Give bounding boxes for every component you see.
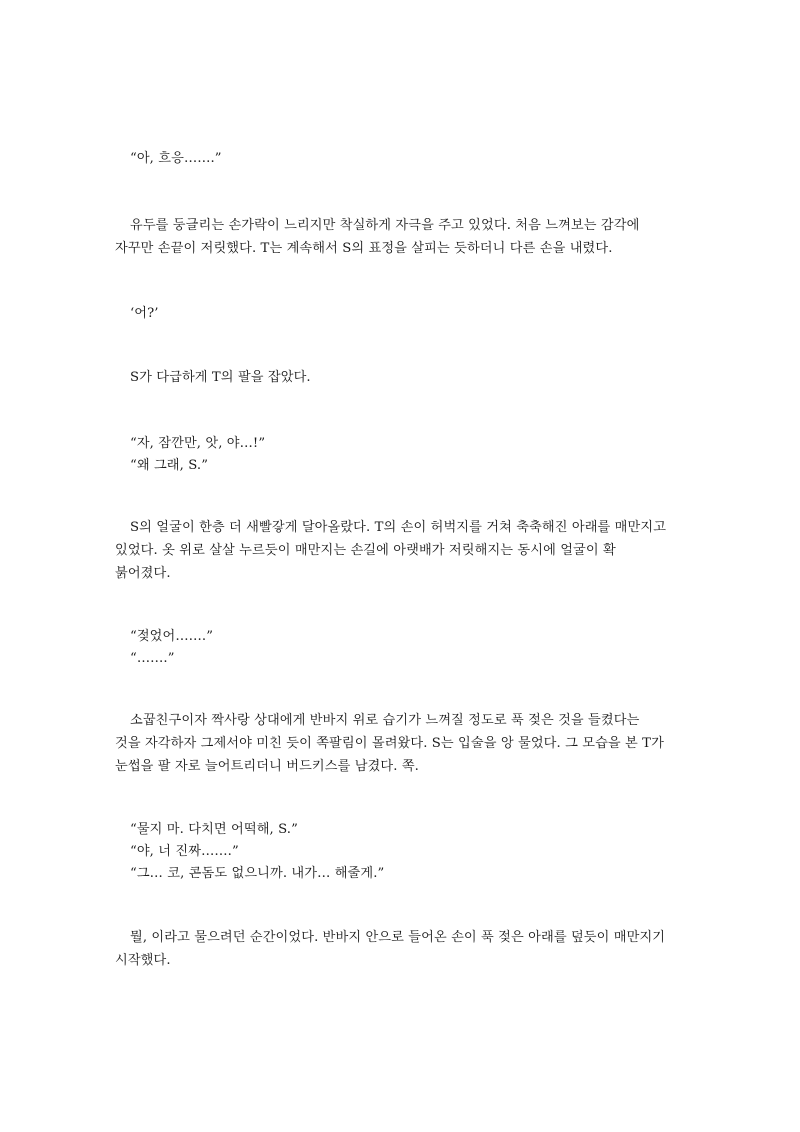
paragraph-line: S의 얼굴이 한층 더 새빨갛게 달아올랐다. T의 손이 허벅지를 거쳐 축축해진 아래를 매만지고 xyxy=(130,520,667,535)
dialogue-line: “야, 너 진짜…….” xyxy=(130,844,239,859)
paragraph-line: S가 다급하게 T의 팔을 잡았다. xyxy=(130,370,311,385)
paragraph-line: 붉어졌다. xyxy=(115,566,171,581)
dialogue-line: “…….” xyxy=(130,651,175,666)
dialogue-line: “물지 마. 다치면 어떡해, S.” xyxy=(130,822,298,837)
paragraph-line: 유두를 둥글리는 손가락이 느리지만 착실하게 자극을 주고 있었다. 처음 느껴보는 감각에 xyxy=(130,218,640,233)
paragraph-line: 자꾸만 손끝이 저릿했다. T는 계속해서 S의 표정을 살피는 듯하더니 다른 손을 내렸다. xyxy=(115,241,613,256)
dialogue-line: “왜 그래, S.” xyxy=(130,458,209,473)
paragraph-line: 있었다. 옷 위로 살살 누르듯이 매만지는 손길에 아랫배가 저릿해지는 동시에 얼굴이 확 xyxy=(115,543,616,558)
paragraph-line: 시작했다. xyxy=(115,953,171,968)
paragraph-line: 눈썹을 팔 자로 늘어트리더니 버드키스를 남겼다. 쪽. xyxy=(115,759,419,774)
paragraph-line: 것을 자각하자 그제서야 미친 듯이 쪽팔림이 몰려왔다. S는 입술을 앙 물었다. 그 모습을 본 T가 xyxy=(115,736,664,751)
dialogue-line: “그… 코, 콘돔도 없으니까. 내가… 해줄게.” xyxy=(130,866,385,881)
dialogue-line: “자, 잠깐만, 앗, 야…!” xyxy=(130,436,266,451)
dialogue-line: “아, 흐응…….” xyxy=(130,151,222,166)
thought-line: ‘어?’ xyxy=(130,306,159,321)
paragraph-line: 뭘, 이라고 물으려던 순간이었다. 반바지 안으로 들어온 손이 푹 젖은 아래를 덮듯이 매만지기 xyxy=(130,930,666,945)
dialogue-line: “젖었어…….” xyxy=(130,629,214,644)
paragraph-line: 소꿉친구이자 짝사랑 상대에게 반바지 위로 습기가 느껴질 정도로 푹 젖은 것을 들켰다는 xyxy=(130,713,640,728)
